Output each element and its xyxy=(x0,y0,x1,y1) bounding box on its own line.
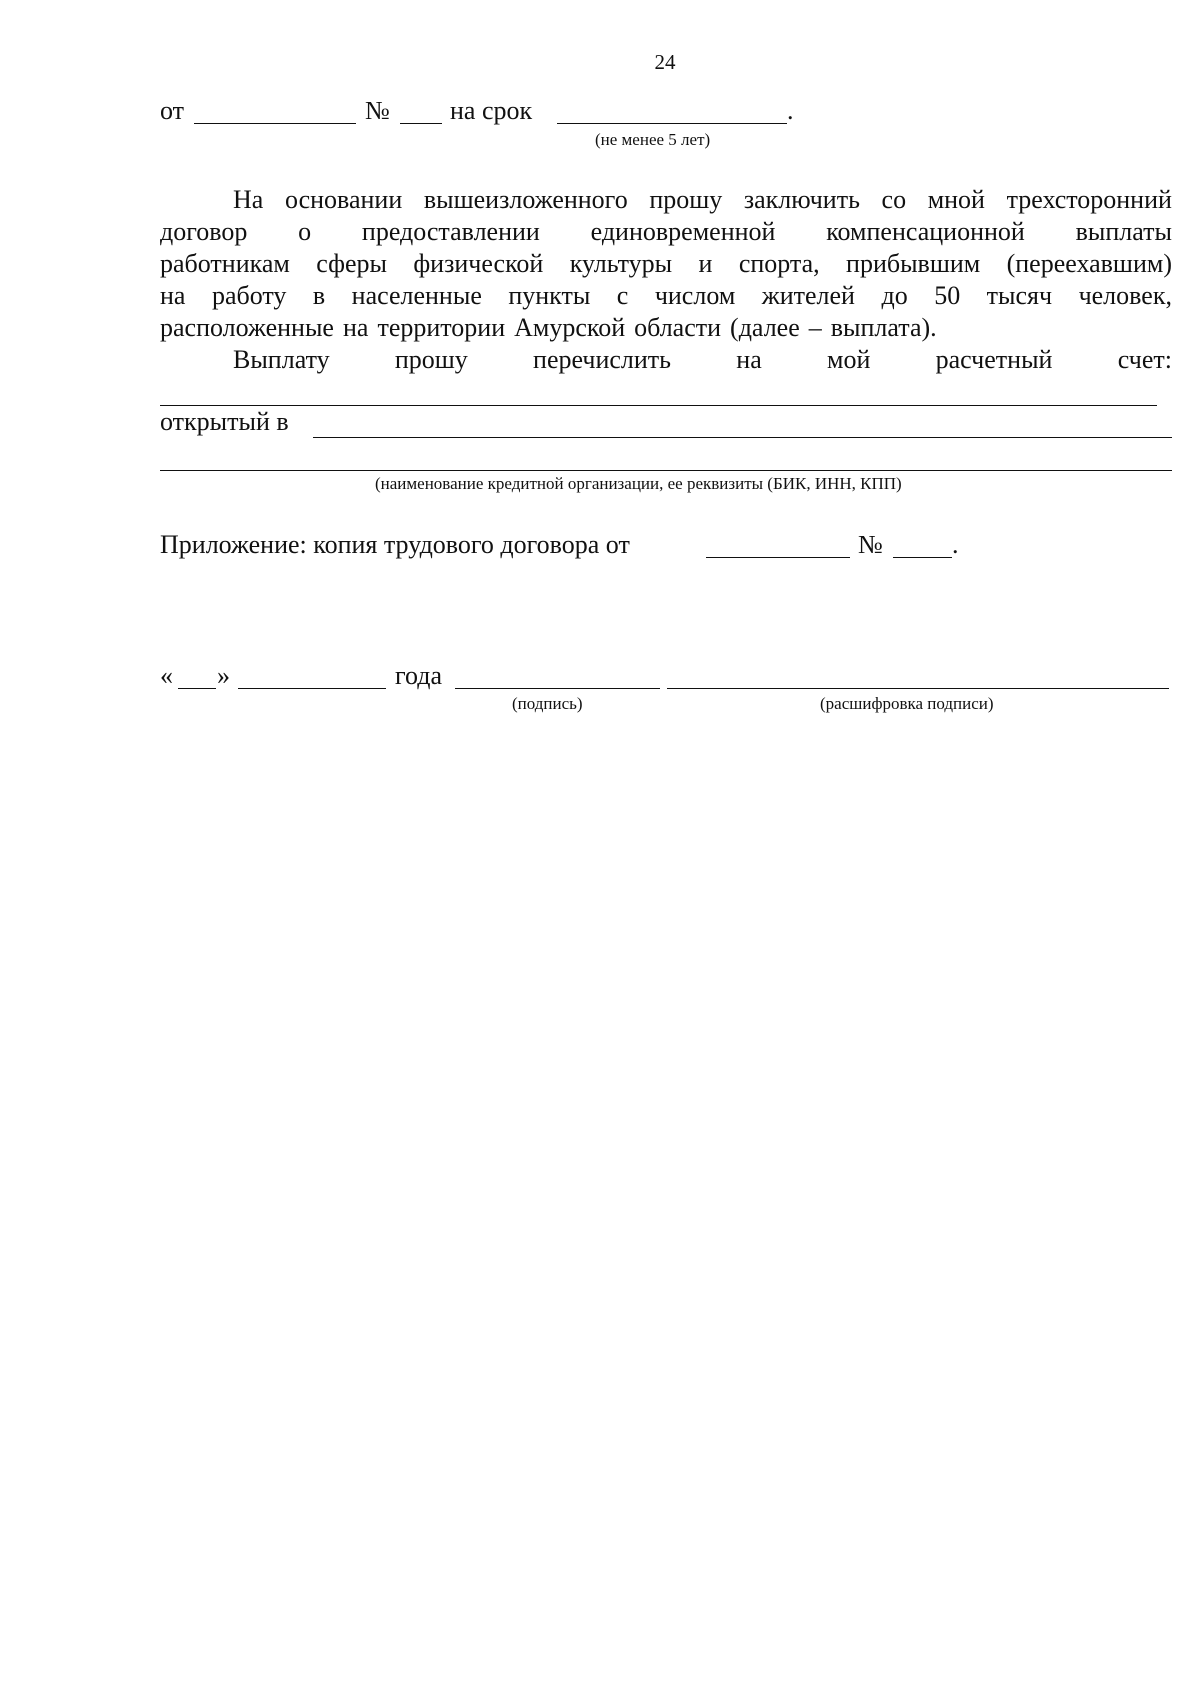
header-period: . xyxy=(787,96,794,125)
paragraph-word: области xyxy=(634,313,722,342)
paragraph-word: прошу xyxy=(649,185,723,214)
number-sign: № xyxy=(365,96,390,125)
paragraph-word: населенные xyxy=(351,281,482,310)
opened-in-label: открытый в xyxy=(160,407,289,436)
paragraph-word: расположенные xyxy=(160,313,334,342)
number-blank xyxy=(400,123,442,124)
open-quote: « xyxy=(160,661,173,690)
paragraph-word: прибывшим xyxy=(846,249,981,278)
paragraph-word: выплата). xyxy=(830,313,937,342)
term-label: на срок xyxy=(450,96,533,125)
paragraph-word: пункты xyxy=(508,281,591,310)
term-blank xyxy=(557,123,787,124)
paragraph-line xyxy=(160,216,1172,248)
paragraph-word: территории xyxy=(377,313,506,342)
paragraph-word: сферы xyxy=(316,249,387,278)
attachment-date-blank xyxy=(706,557,850,558)
payment-word: Выплату xyxy=(233,345,330,374)
payment-word: перечислить xyxy=(533,345,672,374)
paragraph-word: На xyxy=(233,185,264,214)
paragraph-line xyxy=(233,184,1172,216)
paragraph-word: жителей xyxy=(761,281,855,310)
payment-word: счет: xyxy=(1117,345,1172,374)
payment-line xyxy=(233,344,1172,376)
paragraph-word: выплаты xyxy=(1075,217,1172,246)
signature-hint: (подпись) xyxy=(512,694,583,713)
decoding-hint: (расшифровка подписи) xyxy=(820,694,994,713)
paragraph-word: предоставлении xyxy=(361,217,540,246)
paragraph-word: заключить xyxy=(743,185,860,214)
paragraph-word: – xyxy=(808,313,822,342)
paragraph-word: (переехавшим) xyxy=(1006,249,1172,278)
paragraph-line xyxy=(160,280,1172,312)
paragraph-word: физической xyxy=(413,249,544,278)
payment-word: расчетный xyxy=(935,345,1053,374)
attachment-number-blank xyxy=(893,557,952,558)
close-quote: » xyxy=(217,661,230,690)
date-blank xyxy=(194,123,356,124)
paragraph-word: 50 xyxy=(934,281,961,310)
paragraph-word: спорта, xyxy=(738,249,820,278)
paragraph-word: Амурской xyxy=(514,313,626,342)
bank-blank-2 xyxy=(160,470,1172,471)
paragraph-word: с xyxy=(616,281,629,310)
paragraph-word: договор xyxy=(160,217,248,246)
month-blank xyxy=(238,688,386,689)
attachment-number-sign: № xyxy=(858,530,883,559)
paragraph-word: работникам xyxy=(160,249,290,278)
paragraph-word: вышеизложенного xyxy=(423,185,628,214)
bank-blank-1 xyxy=(313,437,1172,438)
bank-hint: (наименование кредитной организации, ее реквизиты (БИК, ИНН, КПП) xyxy=(375,474,902,493)
paragraph-word: на xyxy=(342,313,369,342)
paragraph-word: до xyxy=(881,281,908,310)
paragraph-word: человек, xyxy=(1078,281,1172,310)
paragraph-word: основании xyxy=(284,185,403,214)
paragraph-word: тысяч xyxy=(986,281,1053,310)
page-number: 24 xyxy=(654,50,676,74)
paragraph-word: культуры xyxy=(569,249,673,278)
payment-word: на xyxy=(736,345,762,374)
account-blank xyxy=(160,405,1157,406)
from-label: от xyxy=(160,96,185,125)
paragraph-word: мной xyxy=(927,185,985,214)
year-label: года xyxy=(395,661,443,690)
signature-blank xyxy=(455,688,660,689)
term-hint: (не менее 5 лет) xyxy=(595,130,711,149)
paragraph-word: компенсационной xyxy=(826,217,1025,246)
payment-word: прошу xyxy=(394,345,468,374)
paragraph-word: работу xyxy=(211,281,287,310)
attachment-period: . xyxy=(952,530,959,559)
paragraph-line xyxy=(160,248,1172,280)
paragraph-word: единовременной xyxy=(590,217,776,246)
paragraph-word: на xyxy=(160,281,186,310)
paragraph-word: о xyxy=(298,217,312,246)
paragraph-word: (далее xyxy=(730,313,800,342)
decoding-blank xyxy=(667,688,1169,689)
payment-word: мой xyxy=(827,345,871,374)
paragraph-line xyxy=(160,312,1172,344)
paragraph-word: трехсторонний xyxy=(1006,185,1172,214)
paragraph-word: со xyxy=(881,185,907,214)
attachment-label: Приложение: копия трудового договора от xyxy=(160,530,630,559)
paragraph-word: числом xyxy=(654,281,736,310)
day-blank xyxy=(178,688,216,689)
paragraph-word: в xyxy=(312,281,326,310)
paragraph-word: и xyxy=(698,249,713,278)
